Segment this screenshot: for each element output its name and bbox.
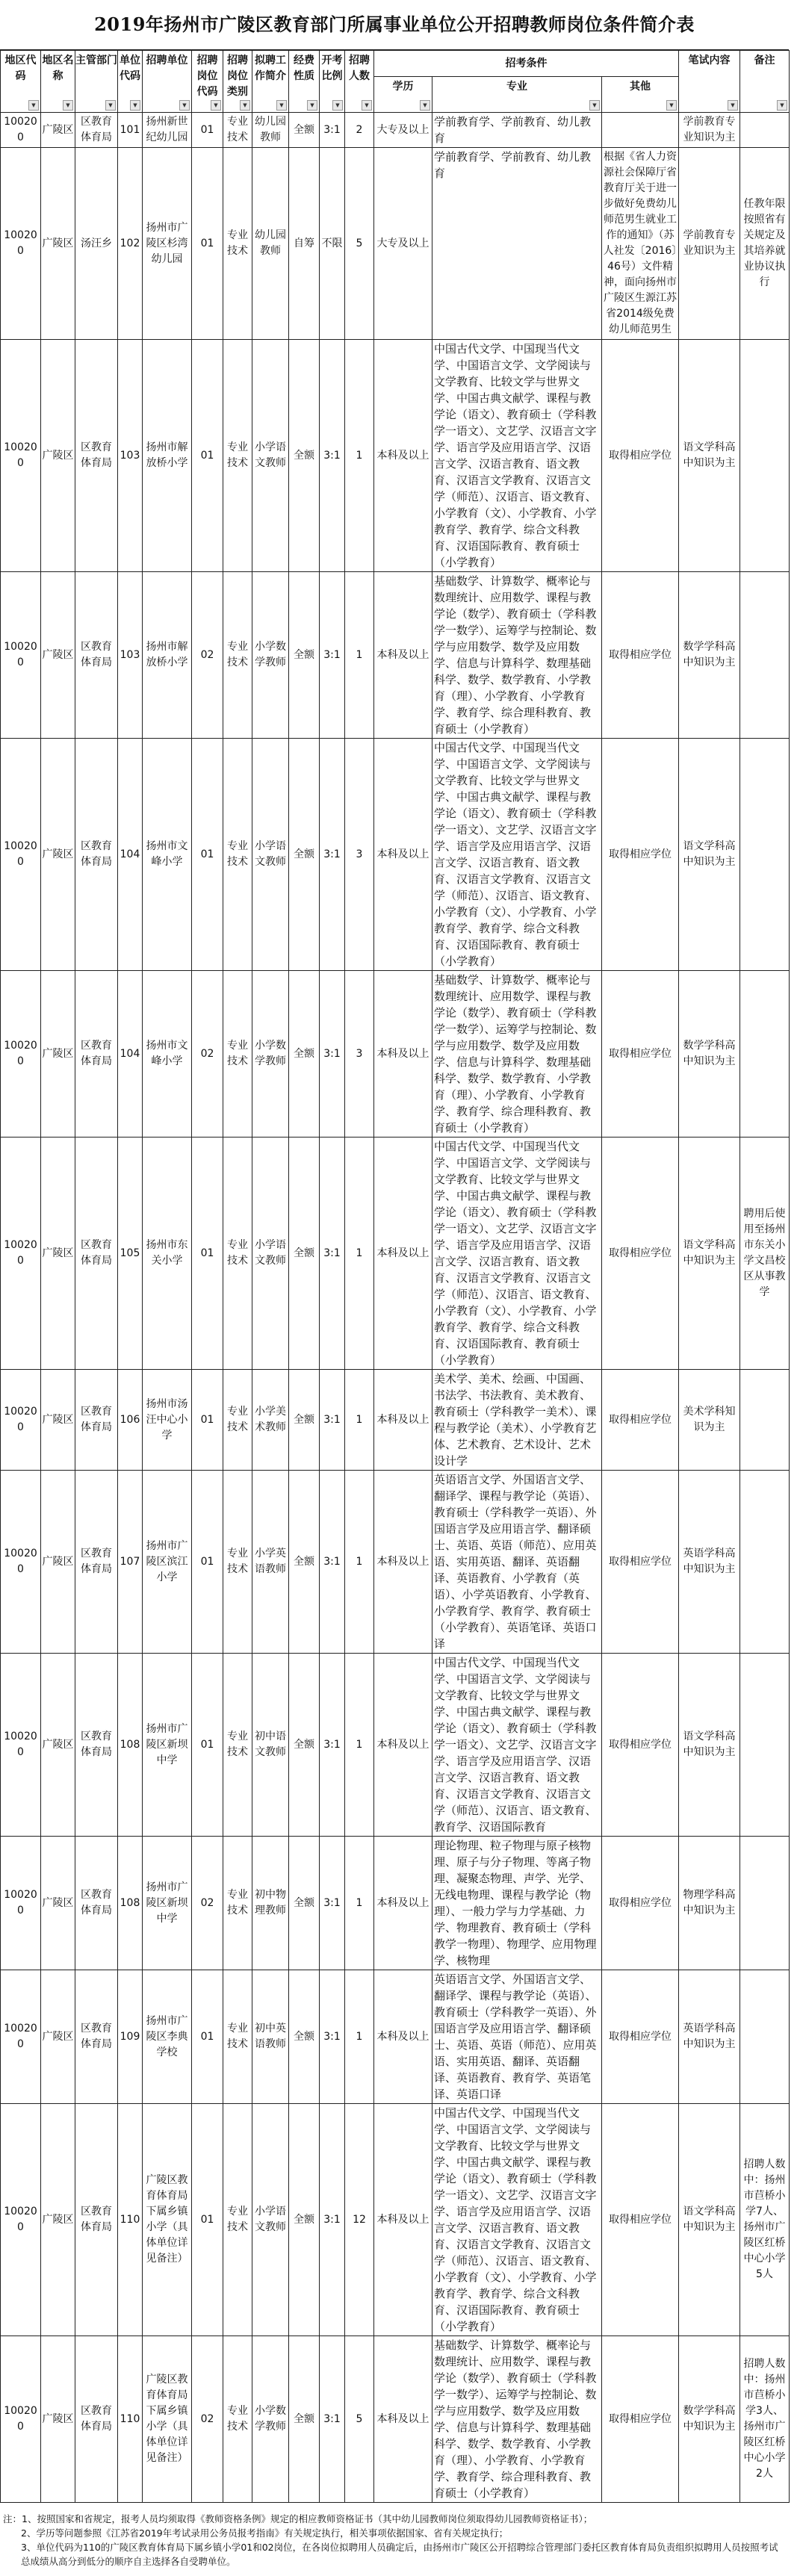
cell-note [740,340,790,572]
cell-exam: 数学学科高中知识为主 [679,2336,740,2503]
cell-unit: 扬州市文峰小学 [143,971,192,1138]
cell-other: 取得相应学位 [602,1471,679,1654]
cell-post-code: 01 [192,739,223,971]
cell-edu: 本科及以上 [374,2336,432,2503]
cell-area: 广陵区 [41,1654,75,1837]
cell-unit-code: 103 [118,340,143,572]
cell-major: 中国古代文学、中国现当代文学、中国语言文学、文学阅读与文学教育、比较文学与世界文学、中国古典文献学、课程与教学论（语文）、教育硕士（学科教学一语文）、文艺学、汉语言文字学、语言学及应用语言学、汉语言文学、汉语言教育、语文教育、汉语言文学教育、汉语言文学（师范）、汉语言、语文教育、小学教育（文）、小学教育、小学教育学、教育学、综合文科教育、汉语国际教育、教育硕士（小学教育） [432,1138,602,1370]
dropdown-arrow-icon[interactable]: ▼ [130,100,140,111]
cell-area: 广陵区 [41,1970,75,2104]
cell-dept: 区教育体育局 [75,1471,118,1654]
cell-ratio: 3:1 [320,2104,345,2336]
note-3: 3、单位代码为110的广陵区教育体育局下属乡镇小学01和02岗位，在各岗位拟聘用人员确定后，由扬州市广陵区公开招聘综合管理部门委托区教育体育局负责组织拟聘用人员按照考试总成绩从高分到低分的顺序自主选择各自受聘单位。 [21,2542,778,2567]
cell-area: 广陵区 [41,148,75,340]
header-dept [75,51,118,113]
header-label: 学历 [392,81,414,93]
cell-dept: 区教育体育局 [75,572,118,739]
table-row [1,1138,790,1370]
cell-area: 广陵区 [41,113,75,148]
cell-major: 中国古代文学、中国现当代文学、中国语言文学、文学阅读与文学教育、比较文学与世界文学、中国古典文献学、课程与教学论（语文）、教育硕士（学科教学一语文）、文艺学、汉语言文字学、语言学及应用语言学、汉语言文学、汉语言教育、语文教育、汉语言文学教育、汉语言文学（师范）、汉语言、语文教育、小学教育（文）、小学教育、小学教育学、教育学、综合文科教育、汉语国际教育、教育硕士（小学教育） [432,2104,602,2336]
cell-unit-code: 102 [118,148,143,340]
cell-unit: 扬州市广陵区李典学校 [143,1970,192,2104]
header-major [432,77,602,113]
note-1: 注：1、按照国家和省规定，报考人员均须取得《教师资格条例》规定的相应教师资格证书（其中幼儿园教师岗位须取得幼儿园教师资格证书）； [3,2513,593,2524]
cell-unit-code: 101 [118,113,143,148]
cell-count: 1 [345,1471,374,1654]
cell-post-code: 01 [192,1654,223,1837]
header-funding [289,51,320,113]
cell-other: 取得相应学位 [602,1970,679,2104]
cell-post-type: 专业技术 [223,739,252,971]
cell-post-code: 02 [192,971,223,1138]
cell-job: 幼儿园教师 [252,113,289,148]
table-row [1,340,790,572]
cell-exam: 学前教育专业知识为主 [679,148,740,340]
table-row [1,1654,790,1837]
cell-other: 取得相应学位 [602,739,679,971]
cell-count: 3 [345,739,374,971]
cell-exam: 语文学科高中知识为主 [679,2104,740,2336]
cell-area: 广陵区 [41,1471,75,1654]
cell-dept: 区教育体育局 [75,739,118,971]
cell-code: 100200 [1,572,41,739]
table-row [1,971,790,1138]
cell-note: 任教年限按照省有关规定及其培养就业协议执行 [740,148,790,340]
cell-ratio: 3:1 [320,113,345,148]
dropdown-arrow-icon[interactable]: ▼ [276,100,287,111]
cell-post-type: 专业技术 [223,1970,252,2104]
cell-major: 理论物理、粒子物理与原子核物理、原子与分子物理、等离子物理、凝聚态物理、声学、光学、无线电物理、课程与教学论（物理）、一般力学与力学基础、力学、物理教育、教育硕士（学科教学一物理）、物理学、应用物理学、核物理 [432,1837,602,1970]
table-row [1,1370,790,1471]
cell-code: 100200 [1,1654,41,1837]
header-exam [679,51,740,113]
cell-note: 招聘人数中：扬州市苣桥小学7人、扬州市广陵区红桥中心小学5人 [740,2104,790,2336]
cell-post-code: 01 [192,1370,223,1471]
cell-area: 广陵区 [41,572,75,739]
header-label: 笔试内容 [688,55,731,66]
table-row [1,2104,790,2336]
cell-code: 100200 [1,1138,41,1370]
cell-exam: 美术学科知识为主 [679,1370,740,1471]
cell-post-type: 专业技术 [223,572,252,739]
cell-exam: 语文学科高中知识为主 [679,1654,740,1837]
cell-funding: 全额 [289,1654,320,1837]
cell-unit-code: 105 [118,1138,143,1370]
cell-other: 根据《省人力资源社会保障厅省教育厅关于进一步做好免费幼儿师范男生就业工作的通知》（苏人社发〔2016〕46号）文件精神，面向扬州市广陵区生源江苏省2014级免费幼儿师范男生 [602,148,679,340]
cell-count: 12 [345,2104,374,2336]
header-code [1,51,41,113]
cell-post-code: 01 [192,1471,223,1654]
cell-funding: 全额 [289,1471,320,1654]
cell-unit: 扬州市解放桥小学 [143,340,192,572]
cell-note: 招聘人数中：扬州市苣桥小学3人、扬州市广陵区红桥中心小学2人 [740,2336,790,2503]
cell-post-code: 02 [192,572,223,739]
cell-funding: 全额 [289,971,320,1138]
cell-note [740,572,790,739]
header-label: 地区名称 [42,55,74,82]
cell-exam: 数学学科高中知识为主 [679,971,740,1138]
cell-area: 广陵区 [41,2336,75,2503]
header-unit-code [118,51,143,113]
dropdown-arrow-icon[interactable]: ▼ [332,100,343,111]
cell-note [740,1471,790,1654]
cell-post-type: 专业技术 [223,1471,252,1654]
cell-other: 取得相应学位 [602,1837,679,1970]
cell-funding: 全额 [289,2336,320,2503]
footnotes [3,2512,787,2569]
cell-funding: 全额 [289,340,320,572]
cell-unit-code: 110 [118,2336,143,2503]
cell-other: 取得相应学位 [602,572,679,739]
cell-exam: 语文学科高中知识为主 [679,1138,740,1370]
cell-funding: 全额 [289,1970,320,2104]
cell-area: 广陵区 [41,1138,75,1370]
cell-funding: 全额 [289,1138,320,1370]
note-2: 2、学历等问题参照《江苏省2019年考试录用公务员报考指南》有关规定执行，相关事项依据国家、省有关规定执行； [21,2527,509,2539]
table-row [1,148,790,340]
cell-dept: 区教育体育局 [75,971,118,1138]
cell-unit-code: 109 [118,1970,143,2104]
cell-post-code: 01 [192,1138,223,1370]
cell-major: 中国古代文学、中国现当代文学、中国语言文学、文学阅读与文学教育、比较文学与世界文学、中国古典文献学、课程与教学论（语文）、教育硕士（学科教学一语文）、文艺学、汉语言文字学、语言学及应用语言学、汉语言文学、汉语言教育、语文教育、汉语言文学教育、汉语言文学（师范）、汉语言、语文教育、小学教育（文）、小学教育、小学教育学、教育学、综合文科教育、汉语国际教育、教育硕士（小学教育） [432,739,602,971]
cell-unit: 扬州市广陵区滨江小学 [143,1471,192,1654]
cell-code: 100200 [1,1471,41,1654]
cell-code: 100200 [1,739,41,971]
cell-count: 1 [345,1654,374,1837]
cell-funding: 全额 [289,113,320,148]
cell-job: 初中物理教师 [252,1837,289,1970]
cell-major: 基础数学、计算数学、概率论与数理统计、应用数学、课程与教学论（数学）、教育硕士（学科教学一数学）、运筹学与控制论、数学与应用数学、数学及应用数学、信息与计算科学、数理基础科学、数学、数学教育、小学教育（理）、小学教育、小学教育学、教育学、综合理科教育、教育硕士（小学教育） [432,2336,602,2503]
cell-job: 小学语文教师 [252,2104,289,2336]
cell-major: 基础数学、计算数学、概率论与数理统计、应用数学、课程与教学论（数学）、教育硕士（学科教学一数学）、运筹学与控制论、数学与应用数学、数学及应用数学、信息与计算科学、数理基础科学、数学、数学教育、小学教育（理）、小学教育、小学教育学、教育学、综合理科教育、教育硕士（小学教育） [432,572,602,739]
cell-exam: 学前教育专业知识为主 [679,113,740,148]
cell-edu: 本科及以上 [374,971,432,1138]
cell-other: 取得相应学位 [602,2104,679,2336]
cell-ratio: 不限 [320,148,345,340]
cell-edu: 本科及以上 [374,1471,432,1654]
header-label: 招考条件 [505,57,548,69]
cell-unit-code: 108 [118,1654,143,1837]
cell-code: 100200 [1,148,41,340]
cell-ratio: 3:1 [320,572,345,739]
cell-edu: 本科及以上 [374,1138,432,1370]
cell-ratio: 3:1 [320,340,345,572]
cell-area: 广陵区 [41,1370,75,1471]
cell-exam: 语文学科高中知识为主 [679,739,740,971]
cell-code: 100200 [1,1970,41,2104]
cell-job: 小学美术教师 [252,1370,289,1471]
cell-code: 100200 [1,2104,41,2336]
cell-area: 广陵区 [41,2104,75,2336]
cell-dept: 区教育体育局 [75,1837,118,1970]
cell-edu: 本科及以上 [374,340,432,572]
cell-dept: 区教育体育局 [75,1654,118,1837]
cell-post-type: 专业技术 [223,113,252,148]
table-row [1,572,790,739]
cell-code: 100200 [1,113,41,148]
cell-job: 初中语文教师 [252,1654,289,1837]
cell-major: 英语语言文学、外国语言文学、翻译学、课程与教学论（英语）、教育硕士（学科教学一英语）、外国语言学及应用语言学、翻译硕士、英语、英语（师范）、应用英语、实用英语、翻译、英语翻译、英语教育、小学教育（英语）、小学英语教育、小学教育、小学教育学、教育学、教育硕士（小学教育）、英语笔译、英语口译 [432,1471,602,1654]
cell-major: 学前教育学、学前教育、幼儿教育 [432,148,602,340]
cell-post-type: 专业技术 [223,2336,252,2503]
cell-unit: 扬州市东关小学 [143,1138,192,1370]
cell-unit: 扬州市汤汪中心小学 [143,1370,192,1471]
header-count [345,51,374,113]
cell-count: 2 [345,113,374,148]
header-label: 单位代码 [120,55,140,82]
dropdown-arrow-icon[interactable]: ▼ [589,100,600,111]
cell-funding: 全额 [289,1370,320,1471]
cell-dept: 区教育体育局 [75,1370,118,1471]
cell-note [740,971,790,1138]
cell-edu: 本科及以上 [374,1654,432,1837]
header-job [252,51,289,113]
header-post-type [223,51,252,113]
cell-funding: 全额 [289,739,320,971]
dropdown-arrow-icon[interactable]: ▼ [240,100,250,111]
cell-note [740,739,790,971]
dropdown-arrow-icon[interactable]: ▼ [777,100,787,111]
cell-ratio: 3:1 [320,1654,345,1837]
cell-unit: 扬州新世纪幼儿园 [143,113,192,148]
cell-other: 取得相应学位 [602,2336,679,2503]
cell-job: 小学语文教师 [252,739,289,971]
header-label: 经费性质 [294,55,314,82]
cell-exam: 英语学科高中知识为主 [679,1970,740,2104]
cell-post-type: 专业技术 [223,1654,252,1837]
cell-count: 1 [345,1138,374,1370]
cell-area: 广陵区 [41,1837,75,1970]
page-title: 2019年扬州市广陵区教育部门所属事业单位公开招聘教师岗位条件简介表 [0,0,789,50]
cell-other [602,113,679,148]
cell-other: 取得相应学位 [602,1370,679,1471]
cell-dept: 区教育体育局 [75,2104,118,2336]
cell-post-code: 01 [192,2104,223,2336]
cell-funding: 全额 [289,1837,320,1970]
cell-code: 100200 [1,340,41,572]
cell-unit: 扬州市广陵区新坝中学 [143,1654,192,1837]
cell-edu: 本科及以上 [374,1837,432,1970]
cell-count: 1 [345,340,374,572]
cell-unit-code: 104 [118,739,143,971]
cell-count: 1 [345,1970,374,2104]
header-note [740,51,790,113]
dropdown-arrow-icon[interactable]: ▼ [63,100,73,111]
cell-dept: 区教育体育局 [75,113,118,148]
cell-job: 小学语文教师 [252,340,289,572]
header-label: 备注 [754,55,775,66]
cell-funding: 自筹 [289,148,320,340]
cell-edu: 本科及以上 [374,572,432,739]
cell-note [740,1370,790,1471]
cell-funding: 全额 [289,2104,320,2336]
dropdown-arrow-icon[interactable]: ▼ [420,100,430,111]
cell-edu: 本科及以上 [374,1370,432,1471]
header-label: 其他 [630,81,651,93]
cell-code: 100200 [1,971,41,1138]
cell-funding: 全额 [289,572,320,739]
cell-other: 取得相应学位 [602,340,679,572]
cell-dept: 区教育体育局 [75,340,118,572]
cell-post-type: 专业技术 [223,148,252,340]
cell-post-type: 专业技术 [223,2104,252,2336]
cell-code: 100200 [1,2336,41,2503]
cell-other: 取得相应学位 [602,1654,679,1837]
cell-post-type: 专业技术 [223,340,252,572]
dropdown-arrow-icon[interactable]: ▼ [179,100,190,111]
cell-edu: 本科及以上 [374,1970,432,2104]
cell-dept: 汤汪乡 [75,148,118,340]
dropdown-arrow-icon[interactable]: ▼ [307,100,317,111]
cell-job: 小学数学教师 [252,2336,289,2503]
header-label: 主管部门 [75,55,117,66]
cell-post-type: 专业技术 [223,1837,252,1970]
cell-unit-code: 110 [118,2104,143,2336]
dropdown-arrow-icon[interactable]: ▼ [666,100,677,111]
cell-note [740,1654,790,1837]
dropdown-arrow-icon[interactable]: ▼ [105,100,116,111]
cell-dept: 区教育体育局 [75,1970,118,2104]
cell-post-code: 01 [192,148,223,340]
cell-major: 基础数学、计算数学、概率论与数理统计、应用数学、课程与教学论（数学）、教育硕士（学科教学一数学）、运筹学与控制论、数学与应用数学、数学及应用数学、信息与计算科学、数理基础科学、数学、数学教育、小学教育（理）、小学教育、小学教育学、教育学、综合理科教育、教育硕士（小学教育） [432,971,602,1138]
cell-post-code: 01 [192,113,223,148]
dropdown-arrow-icon[interactable]: ▼ [362,100,372,111]
cell-ratio: 3:1 [320,2336,345,2503]
cell-code: 100200 [1,1370,41,1471]
header-label: 招聘岗位类别 [227,55,248,98]
cell-post-type: 专业技术 [223,1370,252,1471]
table-row [1,1837,790,1970]
header-ratio [320,51,345,113]
cell-area: 广陵区 [41,739,75,971]
cell-note [740,1837,790,1970]
header-edu [374,77,432,113]
cell-edu: 大专及以上 [374,148,432,340]
cell-ratio: 3:1 [320,1370,345,1471]
header-area [41,51,75,113]
cell-ratio: 3:1 [320,1471,345,1654]
table-row [1,2336,790,2503]
cell-ratio: 3:1 [320,739,345,971]
cell-major: 美术学、美术、绘画、中国画、书法学、书法教育、美术教育、教育硕士（学科教学一美术）、课程与教学论（美术）、小学教育艺体、艺术教育、艺术设计、艺术设计学 [432,1370,602,1471]
table-row [1,739,790,971]
cell-unit: 扬州市广陵区新坝中学 [143,1837,192,1970]
cell-area: 广陵区 [41,971,75,1138]
dropdown-arrow-icon[interactable]: ▼ [728,100,738,111]
header-post-code [192,51,223,113]
cell-note: 聘用后使用至扬州市东关小学文昌校区从事教学 [740,1138,790,1370]
cell-job: 小学英语教师 [252,1471,289,1654]
cell-edu: 大专及以上 [374,113,432,148]
cell-ratio: 3:1 [320,1138,345,1370]
cell-other: 取得相应学位 [602,1138,679,1370]
header-label: 拟聘工作简介 [255,55,286,82]
cell-count: 1 [345,1837,374,1970]
header-unit [143,51,192,113]
cell-note [740,1970,790,2104]
cell-post-code: 01 [192,1970,223,2104]
header-label: 开考比例 [321,55,343,82]
cell-note [740,113,790,148]
cell-unit: 扬州市解放桥小学 [143,572,192,739]
cell-job: 小学数学教师 [252,971,289,1138]
cell-exam: 语文学科高中知识为主 [679,340,740,572]
cell-exam: 数学学科高中知识为主 [679,572,740,739]
cell-unit: 广陵区教育体育局下属乡镇小学（具体单位详见备注） [143,2104,192,2336]
cell-unit-code: 104 [118,971,143,1138]
table-row [1,1970,790,2104]
cell-unit-code: 108 [118,1837,143,1970]
cell-count: 1 [345,1370,374,1471]
cell-post-code: 02 [192,2336,223,2503]
cell-post-code: 01 [192,340,223,572]
cell-job: 幼儿园教师 [252,148,289,340]
cell-job: 初中英语教师 [252,1970,289,2104]
cell-code: 100200 [1,1837,41,1970]
cell-post-code: 02 [192,1837,223,1970]
cell-unit: 扬州市广陵区杉湾幼儿园 [143,148,192,340]
cell-exam: 物理学科高中知识为主 [679,1837,740,1970]
cell-post-type: 专业技术 [223,971,252,1138]
cell-ratio: 3:1 [320,1970,345,2104]
cell-edu: 本科及以上 [374,2104,432,2336]
cell-dept: 区教育体育局 [75,2336,118,2503]
cell-unit-code: 103 [118,572,143,739]
cell-job: 小学语文教师 [252,1138,289,1370]
cell-edu: 本科及以上 [374,739,432,971]
cell-exam: 英语学科高中知识为主 [679,1471,740,1654]
dropdown-arrow-icon[interactable]: ▼ [28,100,39,111]
cell-unit: 扬州市文峰小学 [143,739,192,971]
cell-count: 1 [345,572,374,739]
recruitment-table [0,50,790,2503]
dropdown-arrow-icon[interactable]: ▼ [211,100,221,111]
cell-major: 英语语言文学、外国语言文学、翻译学、课程与教学论（英语）、教育硕士（学科教学一英语）、外国语言学及应用语言学、翻译硕士、英语、英语（师范）、应用英语、实用英语、翻译、英语翻译、英语教育、教育学、英语笔译、英语口译 [432,1970,602,2104]
header-label: 招聘人数 [349,55,370,82]
cell-job: 小学数学教师 [252,572,289,739]
header-label: 地区代码 [4,55,37,82]
cell-ratio: 3:1 [320,971,345,1138]
table-row [1,113,790,148]
header-conditions [374,51,679,77]
table-row [1,1471,790,1654]
header-label: 招聘单位 [146,55,188,66]
cell-post-type: 专业技术 [223,1138,252,1370]
cell-major: 中国古代文学、中国现当代文学、中国语言文学、文学阅读与文学教育、比较文学与世界文学、中国古典文献学、课程与教学论（语文）、教育硕士（学科教学一语文）、文艺学、汉语言文字学、语言学及应用语言学、汉语言文学、汉语言教育、语文教育、汉语言文学教育、汉语言文学（师范）、汉语言、语文教育、教育学、汉语国际教育 [432,1654,602,1837]
cell-other: 取得相应学位 [602,971,679,1138]
cell-count: 5 [345,148,374,340]
cell-count: 3 [345,971,374,1138]
cell-ratio: 3:1 [320,1837,345,1970]
cell-unit-code: 107 [118,1471,143,1654]
cell-unit: 广陵区教育体育局下属乡镇小学（具体单位详见备注） [143,2336,192,2503]
cell-dept: 区教育体育局 [75,1138,118,1370]
cell-area: 广陵区 [41,340,75,572]
cell-count: 5 [345,2336,374,2503]
header-other [602,77,679,113]
header-label: 招聘岗位代码 [196,55,218,98]
cell-unit-code: 106 [118,1370,143,1471]
cell-major: 中国古代文学、中国现当代文学、中国语言文学、文学阅读与文学教育、比较文学与世界文学、中国古典文献学、课程与教学论（语文）、教育硕士（学科教学一语文）、文艺学、汉语言文字学、语言学及应用语言学、汉语言文学、汉语言教育、语文教育、汉语言文学教育、汉语言文学（师范）、汉语言、语文教育、小学教育（文）、小学教育、小学教育学、教育学、综合文科教育、汉语国际教育、教育硕士（小学教育） [432,340,602,572]
header-label: 专业 [506,81,527,93]
cell-major: 学前教育学、学前教育、幼儿教育 [432,113,602,148]
